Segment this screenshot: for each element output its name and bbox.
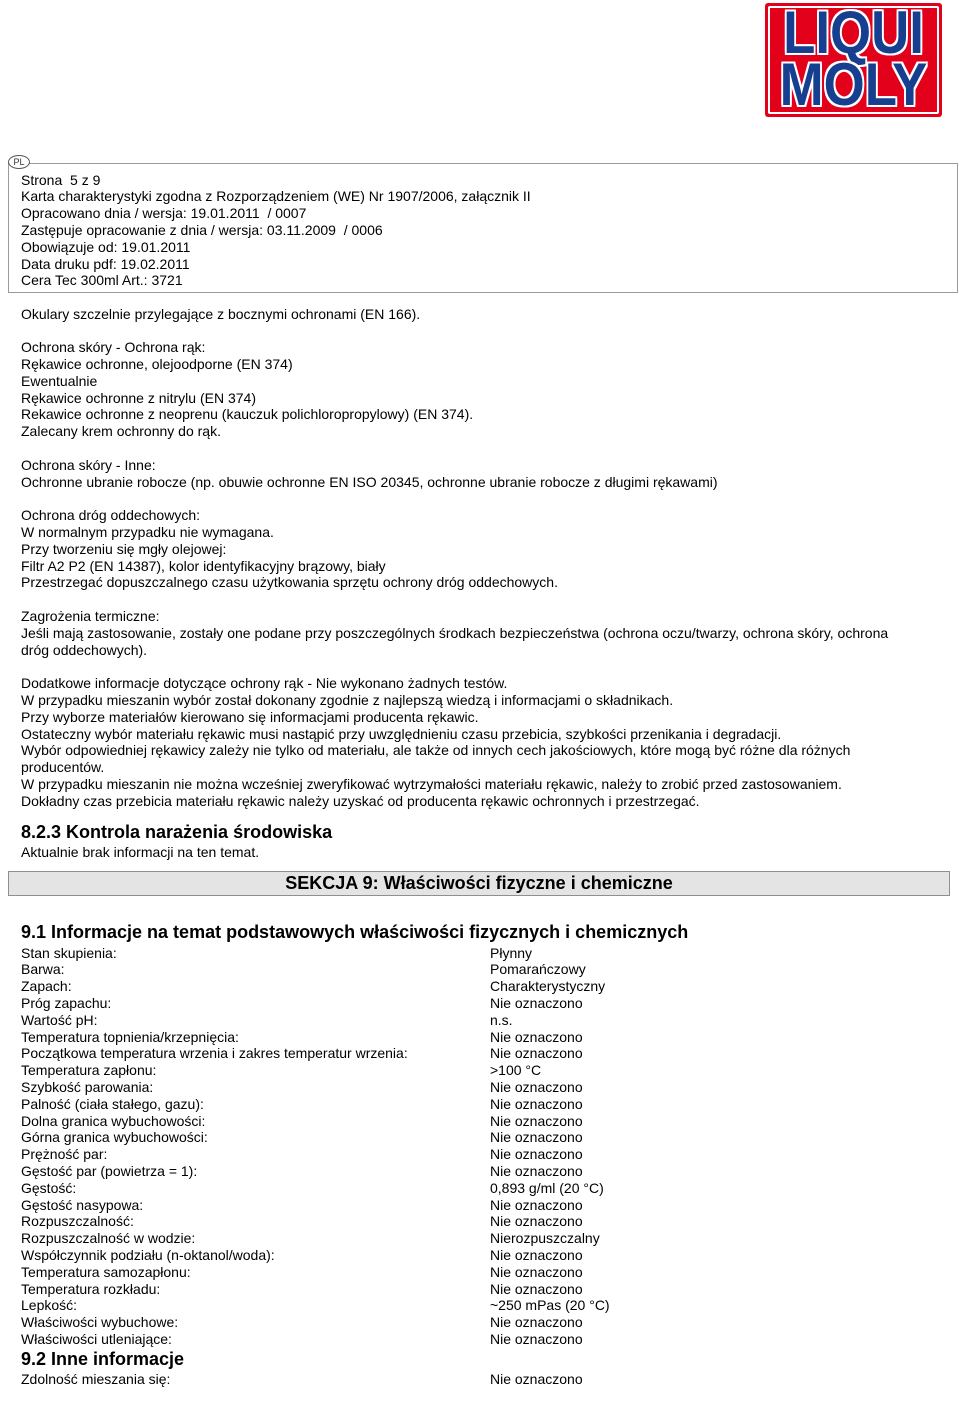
property-row [21, 1264, 610, 1281]
property-label: Gęstość: [21, 1179, 77, 1196]
property-row [21, 995, 610, 1012]
property-row [21, 961, 610, 978]
property-value: Nie oznaczono [490, 1370, 583, 1387]
property-label: Dolna granica wybuchowości: [21, 1112, 206, 1129]
property-row [21, 1180, 610, 1197]
property-value: ~250 mPas (20 °C) [490, 1297, 610, 1314]
revision-date: Opracowano dnia / wersja: 19.01.2011 / 0007 [21, 205, 307, 222]
section-9-2-heading: 9.2 Inne informacje [21, 1348, 185, 1369]
print-date: Data druku pdf: 19.02.2011 [21, 255, 190, 272]
property-row [21, 1213, 610, 1230]
property-label: Próg zapachu: [21, 994, 112, 1011]
text-line: W przypadku mieszanin nie można wcześniej zweryfikować wytrzymałości materiału rękawic, należy to zrobić przed zastosowaniem. [21, 775, 842, 792]
property-value: Charakterystyczny [490, 978, 606, 995]
text-line: W normalnym przypadku nie wymagana. [21, 523, 274, 540]
property-value: Nie oznaczono [490, 1129, 583, 1146]
property-label: Temperatura samozapłonu: [21, 1263, 191, 1280]
property-value: Nie oznaczono [490, 1314, 583, 1331]
property-value: Nie oznaczono [490, 994, 583, 1011]
property-row [21, 945, 610, 962]
property-row [21, 1096, 610, 1113]
text-line: Przy wyborze materiałów kierowano się informacjami producenta rękawic. [21, 708, 479, 725]
property-row [21, 1045, 610, 1062]
property-label: Współczynnik podziału (n-oktanol/woda): [21, 1246, 275, 1263]
text-line: Filtr A2 P2 (EN 14387), kolor identyfikacyjny brązowy, biały [21, 557, 386, 574]
property-row [21, 1113, 610, 1130]
property-row [21, 1079, 610, 1096]
property-label: Rozpuszczalność: [21, 1213, 134, 1230]
property-value: Nie oznaczono [490, 1078, 583, 1095]
property-label: Górna granica wybuchowości: [21, 1129, 208, 1146]
property-label: Temperatura rozkładu: [21, 1280, 161, 1297]
property-value: Nie oznaczono [490, 1028, 583, 1045]
property-value: Nie oznaczono [490, 1263, 583, 1280]
property-label: Zdolność mieszania się: [21, 1370, 171, 1387]
property-label: Gęstość nasypowa: [21, 1196, 144, 1213]
text-line: Jeśli mają zastosowanie, zostały one podane przy poszczególnych środkach bezpieczeństwa (ochrona oczu/twarzy, ochrona skóry, ochrona [21, 624, 889, 641]
section-9-1-heading: 9.1 Informacje na temat podstawowych właściwości fizycznych i chemicznych [21, 921, 689, 942]
thermal-hazards-paragraph [21, 608, 888, 658]
text-line: Ochronne ubranie robocze (np. obuwie ochronne EN ISO 20345, ochronne ubranie robocze z długimi rękawami) [21, 473, 718, 490]
property-label: Wartość pH: [21, 1011, 98, 1028]
text-line: Ochrona skóry - Ochrona rąk: [21, 339, 206, 356]
document-title: Karta charakterystyki zgodna z Rozporządzeniem (WE) Nr 1907/2006, załącznik II [21, 188, 531, 205]
text-line: Aktualnie brak informacji na ten temat. [21, 843, 260, 860]
property-label: Lepkość: [21, 1297, 78, 1314]
text-line: Przestrzegać dopuszczalnego czasu użytkowania sprzętu ochrony dróg oddechowych. [21, 574, 558, 591]
property-row [21, 1314, 610, 1331]
property-row [21, 1062, 610, 1079]
text-line: Zagrożenia termiczne: [21, 608, 160, 624]
property-row [21, 1197, 610, 1214]
property-value: Nie oznaczono [490, 1280, 583, 1297]
property-value: Nie oznaczono [490, 1045, 583, 1062]
text-line: Ochrona skóry - Inne: [21, 456, 156, 473]
property-row [21, 1163, 610, 1180]
property-label: Barwa: [21, 961, 65, 978]
section-9-banner: SEKCJA 9: Właściwości fizyczne i chemiczne [8, 871, 950, 896]
text-line: W przypadku mieszanin wybór został dokonany zgodnie z najlepszą wiedzą i informacjami o składnikach. [21, 691, 674, 708]
respiratory-protection-paragraph [21, 507, 558, 591]
property-row [21, 1146, 610, 1163]
language-badge: PL [8, 155, 30, 169]
property-label: Szybkość parowania: [21, 1078, 154, 1095]
property-label: Stan skupienia: [21, 944, 117, 961]
text-line: Dokładny czas przebicia materiału rękawic należy uzyskać od producenta rękawic ochronnych i przestrzegać. [21, 792, 700, 809]
property-value: Nie oznaczono [490, 1146, 583, 1163]
property-value: Nie oznaczono [490, 1095, 583, 1112]
skin-protection-other-paragraph [21, 457, 718, 491]
property-row [21, 1029, 610, 1046]
property-value: n.s. [490, 1011, 513, 1028]
property-row [21, 1281, 610, 1298]
text-line: Wybór odpowiedniej rękawicy zależy nie tylko od materiału, ale także od innych cech jakościowych, które mogą być różne dla różnych [21, 742, 851, 759]
property-label: Temperatura topnienia/krzepnięcia: [21, 1028, 239, 1045]
product-name: Cera Tec 300ml Art.: 3721 [21, 272, 183, 289]
property-value: Nie oznaczono [490, 1162, 583, 1179]
property-row [21, 1297, 610, 1314]
property-value: Nie oznaczono [490, 1246, 583, 1263]
text-line: Ewentualnie [21, 372, 98, 389]
valid-from: Obowiązuje od: 19.01.2011 [21, 238, 191, 255]
property-row [21, 1230, 610, 1247]
document-header [21, 172, 531, 290]
text-line: Okulary szczelnie przylegające z bocznymi ochronami (EN 166). [21, 305, 421, 322]
property-value: 0,893 g/ml (20 °C) [490, 1179, 604, 1196]
property-label: Zapach: [21, 978, 72, 995]
property-value: Płynny [490, 944, 533, 961]
other-info-table [21, 1371, 583, 1388]
property-value: Nierozpuszczalny [490, 1230, 600, 1247]
logo-text-line2: MOLY [779, 51, 928, 118]
text-line: Ostateczny wybór materiału rękawic musi nastąpić przy uwzględnieniu czasu przebicia, szybkości przenikania i degradacji. [21, 725, 782, 742]
property-value: Nie oznaczono [490, 1112, 583, 1129]
text-line: Rękawice ochronne, olejoodporne (EN 374) [21, 355, 293, 372]
property-label: Prężność par: [21, 1146, 108, 1163]
text-line: producentów. [21, 759, 105, 776]
property-label: Właściwości utleniające: [21, 1330, 172, 1347]
section-8-2-3-text [21, 844, 259, 861]
text-line: Zalecany krem ochronny do rąk. [21, 423, 221, 440]
eye-protection-paragraph [21, 306, 420, 323]
property-label: Gęstość par (powietrza = 1): [21, 1162, 198, 1179]
property-row [21, 978, 610, 995]
property-value: >100 °C [490, 1062, 542, 1079]
property-row [21, 1371, 583, 1388]
property-row [21, 1012, 610, 1029]
liqui-moly-logo [765, 0, 942, 118]
replaces-version: Zastępuje opracowanie z dnia / wersja: 03.11.2009 / 0006 [21, 221, 383, 238]
glove-info-paragraph [21, 675, 850, 809]
property-value: Nie oznaczono [490, 1196, 583, 1213]
property-value: Nie oznaczono [490, 1330, 583, 1347]
text-line: Rekawice ochronne z neoprenu (kauczuk polichloropropylowy) (EN 374). [21, 406, 474, 423]
property-row [21, 1247, 610, 1264]
property-label: Palność (ciała stałego, gazu): [21, 1095, 204, 1112]
hand-protection-paragraph [21, 339, 473, 440]
logo-text-line1: LIQUI [783, 0, 924, 66]
property-row [21, 1331, 610, 1348]
page-number: Strona 5 z 9 [21, 171, 101, 188]
property-label: Temperatura zapłonu: [21, 1062, 157, 1079]
text-line: Ochrona dróg oddechowych: [21, 507, 200, 524]
property-label: Właściwości wybuchowe: [21, 1314, 179, 1331]
properties-table [21, 945, 610, 1348]
property-label: Rozpuszczalność w wodzie: [21, 1230, 196, 1247]
text-line: Dodatkowe informacje dotyczące ochrony rąk - Nie wykonano żadnych testów. [21, 675, 508, 692]
property-value: Pomarańczowy [490, 961, 586, 978]
property-row [21, 1129, 610, 1146]
text-line: dróg oddechowych). [21, 641, 148, 658]
text-line: Rękawice ochronne z nitrylu (EN 374) [21, 389, 256, 406]
property-label: Początkowa temperatura wrzenia i zakres temperatur wrzenia: [21, 1045, 408, 1062]
section-8-2-3-heading: 8.2.3 Kontrola narażenia środowiska [21, 821, 333, 842]
property-value: Nie oznaczono [490, 1213, 583, 1230]
text-line: Przy tworzeniu się mgły olejowej: [21, 540, 227, 557]
